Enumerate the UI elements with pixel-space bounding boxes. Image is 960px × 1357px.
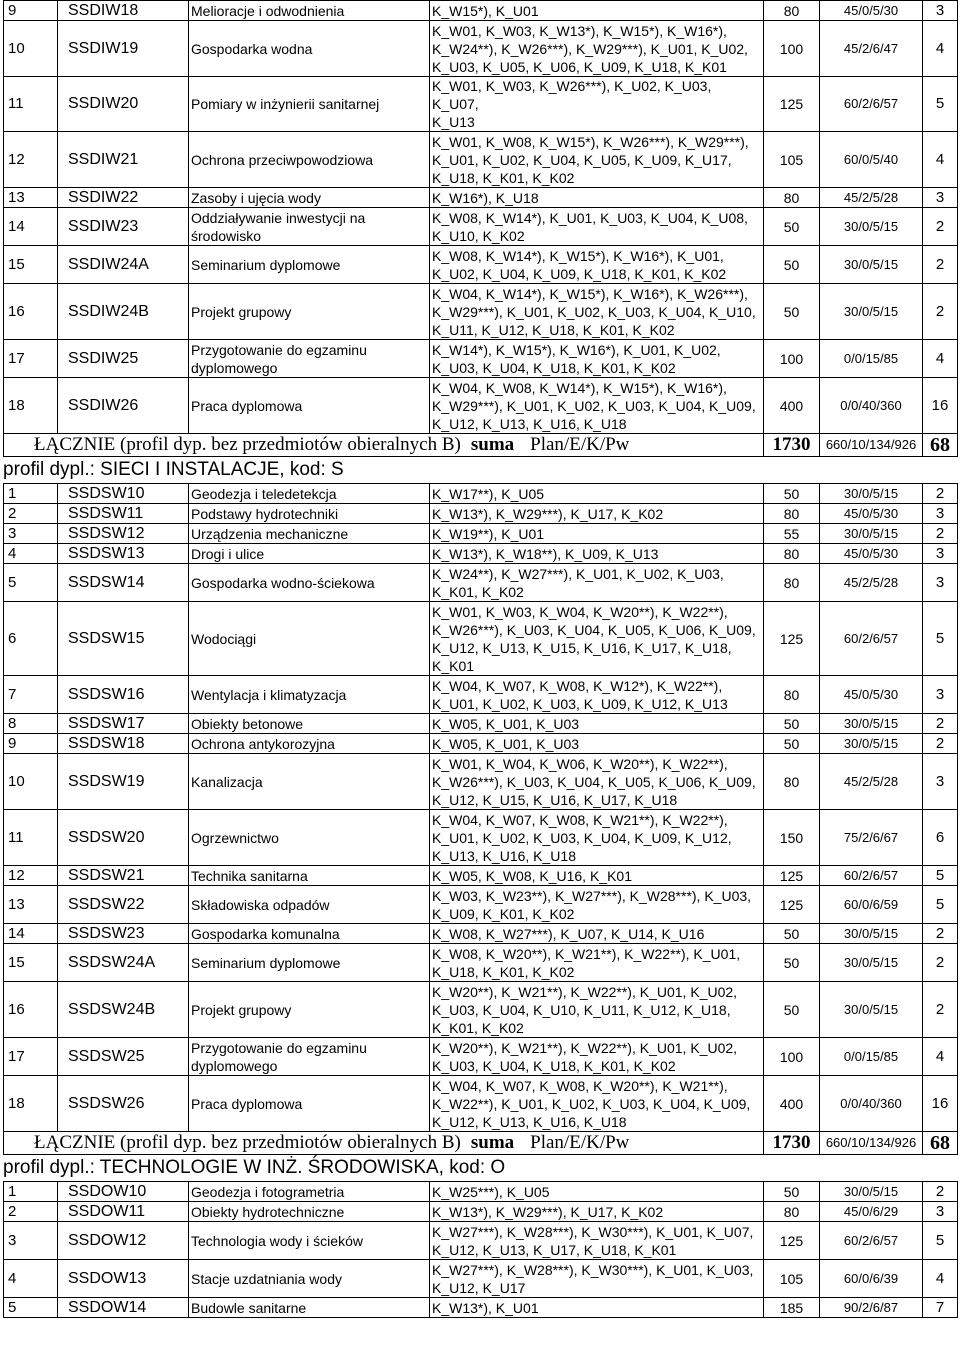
table-row bbox=[4, 340, 958, 378]
ects-points: 5 bbox=[923, 77, 958, 132]
course-name: Wodociągi bbox=[189, 602, 430, 676]
course-hours: 55 bbox=[764, 524, 820, 544]
course-name: Geodezja i fotogrametria bbox=[189, 1182, 430, 1202]
hours-breakdown: 30/0/5/15 bbox=[820, 484, 923, 504]
course-code: SSDIW19 bbox=[58, 21, 189, 77]
hours-breakdown: 60/2/6/57 bbox=[820, 602, 923, 676]
course-code: SSDSW24B bbox=[58, 982, 189, 1038]
ects-points: 2 bbox=[923, 924, 958, 944]
learning-effects: K_W20**), K_W21**), K_W22**), K_U01, K_U02, K_U03, K_U04, K_U18, K_K01, K_K02 bbox=[430, 1038, 764, 1076]
course-code: SSDIW24B bbox=[58, 284, 189, 340]
course-hours: 100 bbox=[764, 21, 820, 77]
course-code: SSDIW22 bbox=[58, 188, 189, 208]
course-code: SSDOW14 bbox=[58, 1298, 189, 1318]
course-hours: 50 bbox=[764, 714, 820, 734]
course-hours: 50 bbox=[764, 284, 820, 340]
row-number: 11 bbox=[4, 77, 58, 132]
summary-label-cell bbox=[4, 1132, 764, 1155]
learning-effects: K_W25***), K_U05 bbox=[430, 1182, 764, 1202]
hours-breakdown: 45/2/5/28 bbox=[820, 754, 923, 810]
course-hours: 80 bbox=[764, 676, 820, 714]
row-number: 14 bbox=[4, 924, 58, 944]
row-number: 18 bbox=[4, 378, 58, 434]
course-name: Podstawy hydrotechniki bbox=[189, 504, 430, 524]
course-code: SSDOW12 bbox=[58, 1222, 189, 1260]
course-code: SSDSW21 bbox=[58, 866, 189, 886]
summary-plan: 660/10/134/926 bbox=[820, 434, 923, 457]
course-code: SSDIW20 bbox=[58, 77, 189, 132]
table-row bbox=[4, 77, 958, 132]
summary-plan: 660/10/134/926 bbox=[820, 1132, 923, 1155]
hours-breakdown: 45/0/5/30 bbox=[820, 544, 923, 564]
course-code: SSDOW11 bbox=[58, 1202, 189, 1222]
ects-points: 16 bbox=[923, 1076, 958, 1132]
row-number: 14 bbox=[4, 208, 58, 246]
ects-points: 2 bbox=[923, 246, 958, 284]
course-hours: 105 bbox=[764, 1260, 820, 1298]
hours-breakdown: 45/0/5/30 bbox=[820, 1, 923, 21]
hours-breakdown: 60/2/6/57 bbox=[820, 77, 923, 132]
hours-breakdown: 30/0/5/15 bbox=[820, 284, 923, 340]
learning-effects: K_W04, K_W07, K_W08, K_W20**), K_W21**), K_W22**), K_U01, K_U02, K_U03, K_U04, K_U09, K_U12, K_U13, K_U16, K_U18 bbox=[430, 1076, 764, 1132]
course-name: Pomiary w inżynierii sanitarnej bbox=[189, 77, 430, 132]
course-name: Praca dyplomowa bbox=[189, 1076, 430, 1132]
ects-points: 3 bbox=[923, 754, 958, 810]
table-row bbox=[4, 544, 958, 564]
course-name: Zasoby i ujęcia wody bbox=[189, 188, 430, 208]
course-code: SSDIW26 bbox=[58, 378, 189, 434]
hours-breakdown: 45/0/5/30 bbox=[820, 504, 923, 524]
table-row bbox=[4, 1222, 958, 1260]
course-name: Ochrona przeciwpowodziowa bbox=[189, 132, 430, 188]
row-number: 16 bbox=[4, 284, 58, 340]
table-row bbox=[4, 754, 958, 810]
learning-effects: K_W08, K_W20**), K_W21**), K_W22**), K_U01, K_U18, K_K01, K_K02 bbox=[430, 944, 764, 982]
row-number: 7 bbox=[4, 676, 58, 714]
course-code: SSDSW11 bbox=[58, 504, 189, 524]
course-code: SSDSW16 bbox=[58, 676, 189, 714]
table-row bbox=[4, 378, 958, 434]
learning-effects: K_W14*), K_W15*), K_W16*), K_U01, K_U02, K_U03, K_U04, K_U18, K_K01, K_K02 bbox=[430, 340, 764, 378]
row-number: 13 bbox=[4, 886, 58, 924]
learning-effects: K_W08, K_W14*), K_W15*), K_W16*), K_U01, K_U02, K_U04, K_U09, K_U18, K_K01, K_K02 bbox=[430, 246, 764, 284]
table-row bbox=[4, 1260, 958, 1298]
course-name: Urządzenia mechaniczne bbox=[189, 524, 430, 544]
row-number: 17 bbox=[4, 1038, 58, 1076]
table-row bbox=[4, 924, 958, 944]
course-code: SSDSW23 bbox=[58, 924, 189, 944]
ects-points: 2 bbox=[923, 1182, 958, 1202]
ects-points: 4 bbox=[923, 340, 958, 378]
ects-points: 5 bbox=[923, 886, 958, 924]
course-name: Praca dyplomowa bbox=[189, 378, 430, 434]
course-name: Projekt grupowy bbox=[189, 982, 430, 1038]
course-code: SSDOW10 bbox=[58, 1182, 189, 1202]
learning-effects: K_W13*), K_W29***), K_U17, K_K02 bbox=[430, 504, 764, 524]
hours-breakdown: 30/0/5/15 bbox=[820, 1182, 923, 1202]
course-code: SSDSW20 bbox=[58, 810, 189, 866]
course-code: SSDIW23 bbox=[58, 208, 189, 246]
table-row bbox=[4, 810, 958, 866]
learning-effects: K_W08, K_W14*), K_U01, K_U03, K_U04, K_U08, K_U10, K_K02 bbox=[430, 208, 764, 246]
course-hours: 80 bbox=[764, 1202, 820, 1222]
table-row bbox=[4, 188, 958, 208]
learning-effects: K_W15*), K_U01 bbox=[430, 1, 764, 21]
course-name: Technika sanitarna bbox=[189, 866, 430, 886]
course-name: Składowiska odpadów bbox=[189, 886, 430, 924]
course-hours: 50 bbox=[764, 944, 820, 982]
course-name: Geodezja i teledetekcja bbox=[189, 484, 430, 504]
row-number: 12 bbox=[4, 132, 58, 188]
course-name: Melioracje i odwodnienia bbox=[189, 1, 430, 21]
ects-points: 2 bbox=[923, 284, 958, 340]
course-table bbox=[3, 483, 958, 1155]
hours-breakdown: 0/0/15/85 bbox=[820, 340, 923, 378]
learning-effects: K_W05, K_U01, K_U03 bbox=[430, 714, 764, 734]
row-number: 8 bbox=[4, 714, 58, 734]
course-hours: 125 bbox=[764, 602, 820, 676]
course-name: Gospodarka wodno-ściekowa bbox=[189, 564, 430, 602]
course-table bbox=[3, 1181, 958, 1318]
learning-effects: K_W01, K_W03, K_W04, K_W20**), K_W22**), K_W26***), K_U03, K_U04, K_U05, K_U06, K_U09, K_U12, K_U13, K_U15, K_U16, K_U17, K_U18, K_K01 bbox=[430, 602, 764, 676]
table-row bbox=[4, 208, 958, 246]
course-table bbox=[3, 0, 958, 457]
course-code: SSDIW18 bbox=[58, 1, 189, 21]
table-row bbox=[4, 284, 958, 340]
summary-label-cell bbox=[4, 434, 764, 457]
table-row bbox=[4, 1038, 958, 1076]
course-name: Przygotowanie do egzaminu dyplomowego bbox=[189, 1038, 430, 1076]
table-row bbox=[4, 1202, 958, 1222]
learning-effects: K_W08, K_W27***), K_U07, K_U14, K_U16 bbox=[430, 924, 764, 944]
course-hours: 125 bbox=[764, 77, 820, 132]
course-code: SSDSW19 bbox=[58, 754, 189, 810]
course-code: SSDSW24A bbox=[58, 944, 189, 982]
row-number: 1 bbox=[4, 484, 58, 504]
hours-breakdown: 60/2/6/57 bbox=[820, 866, 923, 886]
ects-points: 3 bbox=[923, 564, 958, 602]
course-code: SSDSW10 bbox=[58, 484, 189, 504]
course-hours: 125 bbox=[764, 866, 820, 886]
learning-effects: K_W05, K_W08, K_U16, K_K01 bbox=[430, 866, 764, 886]
hours-breakdown: 60/2/6/57 bbox=[820, 1222, 923, 1260]
summary-hours: 1730 bbox=[764, 1132, 820, 1155]
ects-points: 7 bbox=[923, 1298, 958, 1318]
learning-effects: K_W19**), K_U01 bbox=[430, 524, 764, 544]
row-number: 10 bbox=[4, 21, 58, 77]
ects-points: 2 bbox=[923, 982, 958, 1038]
summary-label: ŁĄCZNIE (profil dyp. bez przedmiotów obieralnych B) bbox=[34, 434, 461, 455]
table-row bbox=[4, 1076, 958, 1132]
ects-points: 2 bbox=[923, 944, 958, 982]
table-row bbox=[4, 982, 958, 1038]
course-code: SSDSW18 bbox=[58, 734, 189, 754]
row-number: 3 bbox=[4, 524, 58, 544]
hours-breakdown: 0/0/40/360 bbox=[820, 1076, 923, 1132]
course-hours: 185 bbox=[764, 1298, 820, 1318]
hours-breakdown: 45/2/5/28 bbox=[820, 564, 923, 602]
ects-points: 2 bbox=[923, 208, 958, 246]
course-code: SSDIW21 bbox=[58, 132, 189, 188]
course-hours: 105 bbox=[764, 132, 820, 188]
ects-points: 4 bbox=[923, 1038, 958, 1076]
table-row bbox=[4, 602, 958, 676]
course-hours: 50 bbox=[764, 1182, 820, 1202]
learning-effects: K_W17**), K_U05 bbox=[430, 484, 764, 504]
ects-points: 5 bbox=[923, 1222, 958, 1260]
learning-effects: K_W20**), K_W21**), K_W22**), K_U01, K_U02, K_U03, K_U04, K_U10, K_U11, K_U12, K_U18, K_K01, K_K02 bbox=[430, 982, 764, 1038]
hours-breakdown: 30/0/5/15 bbox=[820, 714, 923, 734]
table-row bbox=[4, 866, 958, 886]
hours-breakdown: 0/0/15/85 bbox=[820, 1038, 923, 1076]
table-row bbox=[4, 1, 958, 21]
learning-effects: K_W04, K_W07, K_W08, K_W12*), K_W22**), K_U01, K_U02, K_U03, K_U09, K_U12, K_U13 bbox=[430, 676, 764, 714]
course-name: Gospodarka komunalna bbox=[189, 924, 430, 944]
ects-points: 5 bbox=[923, 866, 958, 886]
row-number: 4 bbox=[4, 544, 58, 564]
table-row bbox=[4, 524, 958, 544]
course-name: Przygotowanie do egzaminu dyplomowego bbox=[189, 340, 430, 378]
table-row bbox=[4, 944, 958, 982]
course-name: Drogi i ulice bbox=[189, 544, 430, 564]
table-row bbox=[4, 484, 958, 504]
summary-ects: 68 bbox=[923, 434, 958, 457]
learning-effects: K_W03, K_W23**), K_W27***), K_W28***), K_U03, K_U09, K_K01, K_K02 bbox=[430, 886, 764, 924]
row-number: 4 bbox=[4, 1260, 58, 1298]
hours-breakdown: 30/0/5/15 bbox=[820, 208, 923, 246]
hours-breakdown: 60/0/6/39 bbox=[820, 1260, 923, 1298]
course-hours: 80 bbox=[764, 1, 820, 21]
hours-breakdown: 30/0/5/15 bbox=[820, 924, 923, 944]
hours-breakdown: 75/2/6/67 bbox=[820, 810, 923, 866]
course-hours: 100 bbox=[764, 340, 820, 378]
course-code: SSDSW25 bbox=[58, 1038, 189, 1076]
ects-points: 3 bbox=[923, 1202, 958, 1222]
learning-effects: K_W01, K_W03, K_W13*), K_W15*), K_W16*), K_W24**), K_W26***), K_W29***), K_U01, K_U02, K_U03, K_U05, K_U06, K_U09, K_U18, K_K01 bbox=[430, 21, 764, 77]
learning-effects: K_W01, K_W04, K_W06, K_W20**), K_W22**), K_W26***), K_U03, K_U04, K_U05, K_U06, K_U09, K_U12, K_U15, K_U16, K_U17, K_U18 bbox=[430, 754, 764, 810]
summary-row bbox=[4, 1132, 958, 1155]
ects-points: 4 bbox=[923, 132, 958, 188]
course-hours: 80 bbox=[764, 504, 820, 524]
row-number: 13 bbox=[4, 188, 58, 208]
summary-suma: suma bbox=[470, 1132, 515, 1153]
course-code: SSDOW13 bbox=[58, 1260, 189, 1298]
table-row bbox=[4, 1298, 958, 1318]
course-code: SSDSW14 bbox=[58, 564, 189, 602]
ects-points: 16 bbox=[923, 378, 958, 434]
table-row bbox=[4, 676, 958, 714]
course-code: SSDSW13 bbox=[58, 544, 189, 564]
course-name: Obiekty betonowe bbox=[189, 714, 430, 734]
hours-breakdown: 60/0/5/40 bbox=[820, 132, 923, 188]
table-row bbox=[4, 246, 958, 284]
course-hours: 150 bbox=[764, 810, 820, 866]
course-name: Projekt grupowy bbox=[189, 284, 430, 340]
summary-label: ŁĄCZNIE (profil dyp. bez przedmiotów obieralnych B) bbox=[34, 1132, 461, 1153]
course-hours: 80 bbox=[764, 754, 820, 810]
ects-points: 2 bbox=[923, 524, 958, 544]
learning-effects: K_W13*), K_U01 bbox=[430, 1298, 764, 1318]
row-number: 1 bbox=[4, 1182, 58, 1202]
hours-breakdown: 45/2/6/47 bbox=[820, 21, 923, 77]
course-hours: 80 bbox=[764, 188, 820, 208]
learning-effects: K_W24**), K_W27***), K_U01, K_U02, K_U03, K_K01, K_K02 bbox=[430, 564, 764, 602]
course-code: SSDIW24A bbox=[58, 246, 189, 284]
course-hours: 50 bbox=[764, 484, 820, 504]
course-name: Ochrona antykorozyjna bbox=[189, 734, 430, 754]
table-row bbox=[4, 504, 958, 524]
ects-points: 2 bbox=[923, 714, 958, 734]
course-hours: 50 bbox=[764, 208, 820, 246]
hours-breakdown: 60/0/6/59 bbox=[820, 886, 923, 924]
ects-points: 2 bbox=[923, 734, 958, 754]
row-number: 10 bbox=[4, 754, 58, 810]
hours-breakdown: 30/0/5/15 bbox=[820, 944, 923, 982]
course-name: Gospodarka wodna bbox=[189, 21, 430, 77]
course-hours: 80 bbox=[764, 564, 820, 602]
course-code: SSDSW22 bbox=[58, 886, 189, 924]
course-hours: 50 bbox=[764, 924, 820, 944]
course-hours: 125 bbox=[764, 886, 820, 924]
row-number: 9 bbox=[4, 1, 58, 21]
ects-points: 3 bbox=[923, 504, 958, 524]
row-number: 12 bbox=[4, 866, 58, 886]
course-name: Seminarium dyplomowe bbox=[189, 246, 430, 284]
learning-effects: K_W04, K_W07, K_W08, K_W21**), K_W22**), K_U01, K_U02, K_U03, K_U04, K_U09, K_U12, K_U13, K_U16, K_U18 bbox=[430, 810, 764, 866]
course-name: Wentylacja i klimatyzacja bbox=[189, 676, 430, 714]
row-number: 15 bbox=[4, 944, 58, 982]
learning-effects: K_W01, K_W08, K_W15*), K_W26***), K_W29***), K_U01, K_U02, K_U04, K_U05, K_U09, K_U17, K_U18, K_K01, K_K02 bbox=[430, 132, 764, 188]
course-hours: 400 bbox=[764, 1076, 820, 1132]
hours-breakdown: 30/0/5/15 bbox=[820, 246, 923, 284]
table-row bbox=[4, 564, 958, 602]
course-name: Seminarium dyplomowe bbox=[189, 944, 430, 982]
course-hours: 125 bbox=[764, 1222, 820, 1260]
course-code: SSDSW26 bbox=[58, 1076, 189, 1132]
course-code: SSDSW17 bbox=[58, 714, 189, 734]
ects-points: 3 bbox=[923, 544, 958, 564]
row-number: 11 bbox=[4, 810, 58, 866]
course-name: Ogrzewnictwo bbox=[189, 810, 430, 866]
learning-effects: K_W16*), K_U18 bbox=[430, 188, 764, 208]
learning-effects: K_W04, K_W08, K_W14*), K_W15*), K_W16*), K_W29***), K_U01, K_U02, K_U03, K_U04, K_U09, K_U12, K_U13, K_U16, K_U18 bbox=[430, 378, 764, 434]
summary-plan-label: Plan/E/K/Pw bbox=[530, 1132, 630, 1153]
learning-effects: K_W05, K_U01, K_U03 bbox=[430, 734, 764, 754]
learning-effects: K_W04, K_W14*), K_W15*), K_W16*), K_W26***), K_W29***), K_U01, K_U02, K_U03, K_U04, K_U10, K_U11, K_U12, K_U18, K_K01, K_K02 bbox=[430, 284, 764, 340]
hours-breakdown: 30/0/5/15 bbox=[820, 982, 923, 1038]
ects-points: 3 bbox=[923, 1, 958, 21]
row-number: 5 bbox=[4, 564, 58, 602]
course-code: SSDSW12 bbox=[58, 524, 189, 544]
course-name: Budowle sanitarne bbox=[189, 1298, 430, 1318]
hours-breakdown: 0/0/40/360 bbox=[820, 378, 923, 434]
course-name: Kanalizacja bbox=[189, 754, 430, 810]
course-hours: 50 bbox=[764, 246, 820, 284]
row-number: 15 bbox=[4, 246, 58, 284]
ects-points: 5 bbox=[923, 602, 958, 676]
ects-points: 3 bbox=[923, 676, 958, 714]
table-row bbox=[4, 714, 958, 734]
table-row bbox=[4, 21, 958, 77]
ects-points: 4 bbox=[923, 1260, 958, 1298]
summary-suma: suma bbox=[470, 434, 515, 455]
hours-breakdown: 45/0/6/29 bbox=[820, 1202, 923, 1222]
row-number: 2 bbox=[4, 504, 58, 524]
table-row bbox=[4, 734, 958, 754]
course-name: Stacje uzdatniania wody bbox=[189, 1260, 430, 1298]
course-name: Oddziaływanie inwestycji na środowisko bbox=[189, 208, 430, 246]
learning-effects: K_W13*), K_W29***), K_U17, K_K02 bbox=[430, 1202, 764, 1222]
row-number: 16 bbox=[4, 982, 58, 1038]
row-number: 18 bbox=[4, 1076, 58, 1132]
course-hours: 400 bbox=[764, 378, 820, 434]
ects-points: 6 bbox=[923, 810, 958, 866]
section-title: profil dypl.: TECHNOLOGIE W INŻ. ŚRODOWISKA, kod: O bbox=[3, 1157, 506, 1178]
row-number: 2 bbox=[4, 1202, 58, 1222]
course-hours: 50 bbox=[764, 734, 820, 754]
course-code: SSDSW15 bbox=[58, 602, 189, 676]
course-hours: 80 bbox=[764, 544, 820, 564]
ects-points: 3 bbox=[923, 188, 958, 208]
row-number: 9 bbox=[4, 734, 58, 754]
learning-effects: K_W27***), K_W28***), K_W30***), K_U01, K_U03, K_U12, K_U17 bbox=[430, 1260, 764, 1298]
course-hours: 100 bbox=[764, 1038, 820, 1076]
learning-effects: K_W01, K_W03, K_W26***), K_U02, K_U03, K_U07, K_U13 bbox=[430, 77, 764, 132]
hours-breakdown: 45/0/5/30 bbox=[820, 676, 923, 714]
course-code: SSDIW25 bbox=[58, 340, 189, 378]
row-number: 3 bbox=[4, 1222, 58, 1260]
learning-effects: K_W13*), K_W18**), K_U09, K_U13 bbox=[430, 544, 764, 564]
hours-breakdown: 45/2/5/28 bbox=[820, 188, 923, 208]
summary-hours: 1730 bbox=[764, 434, 820, 457]
hours-breakdown: 30/0/5/15 bbox=[820, 734, 923, 754]
table-row bbox=[4, 886, 958, 924]
hours-breakdown: 30/0/5/15 bbox=[820, 524, 923, 544]
summary-row bbox=[4, 434, 958, 457]
ects-points: 2 bbox=[923, 484, 958, 504]
row-number: 6 bbox=[4, 602, 58, 676]
summary-plan-label: Plan/E/K/Pw bbox=[530, 434, 630, 455]
learning-effects: K_W27***), K_W28***), K_W30***), K_U01, K_U07, K_U12, K_U13, K_U17, K_U18, K_K01 bbox=[430, 1222, 764, 1260]
ects-points: 4 bbox=[923, 21, 958, 77]
course-name: Obiekty hydrotechniczne bbox=[189, 1202, 430, 1222]
course-name: Technologia wody i ścieków bbox=[189, 1222, 430, 1260]
table-row bbox=[4, 132, 958, 188]
hours-breakdown: 90/2/6/87 bbox=[820, 1298, 923, 1318]
row-number: 5 bbox=[4, 1298, 58, 1318]
section-title: profil dypl.: SIECI I INSTALACJE, kod: S bbox=[3, 459, 344, 480]
course-hours: 50 bbox=[764, 982, 820, 1038]
table-row bbox=[4, 1182, 958, 1202]
row-number: 17 bbox=[4, 340, 58, 378]
summary-ects: 68 bbox=[923, 1132, 958, 1155]
